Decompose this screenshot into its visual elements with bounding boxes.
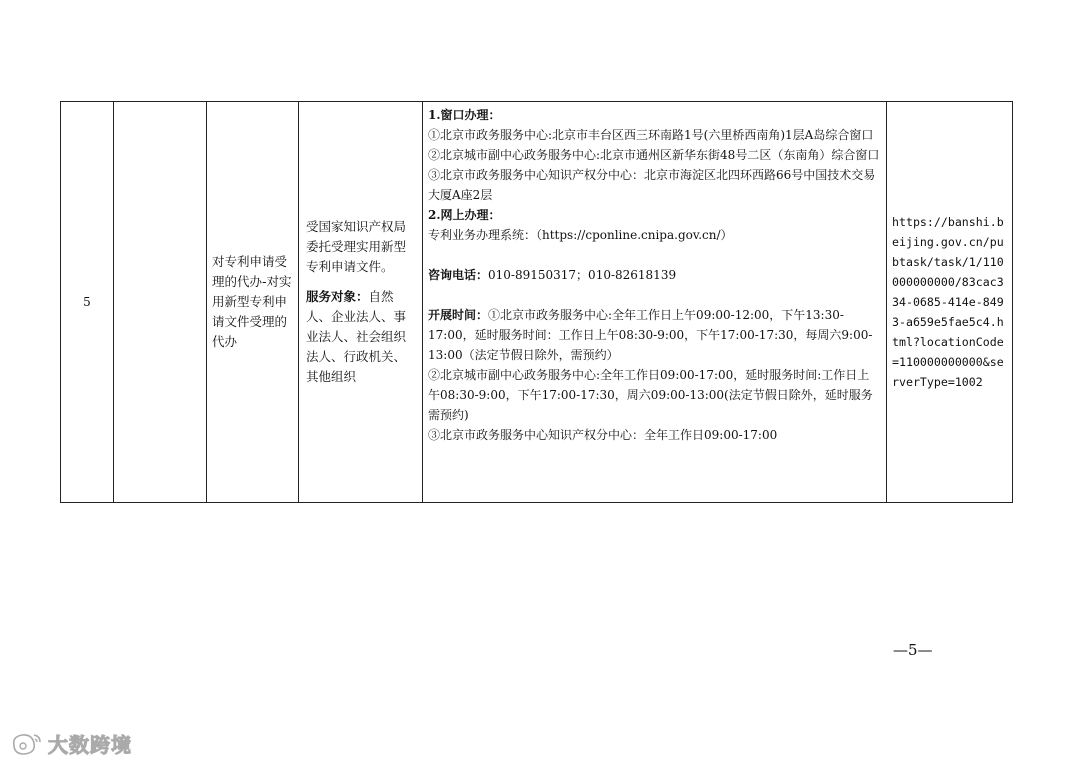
scope-cell bbox=[298, 102, 422, 502]
hours-3: ③北京市政务服务中心知识产权分中心：全年工作日09:00-17:00 bbox=[428, 428, 778, 442]
window-heading: 1.窗口办理： bbox=[428, 108, 501, 122]
watermark-text: 大数跨境 bbox=[48, 733, 132, 757]
service-text: 自然人、企业法人、事业法人、社会组织法人、行政机关、其他组织 bbox=[306, 289, 407, 384]
phone-line bbox=[428, 265, 880, 285]
phone-label: 咨询电话： bbox=[428, 268, 489, 282]
online-heading: 2.网上办理： bbox=[428, 208, 501, 222]
hours-label: 开展时间： bbox=[428, 308, 489, 322]
service-label: 服务对象： bbox=[306, 289, 369, 304]
service-target bbox=[306, 287, 418, 387]
row-number: 5 bbox=[83, 295, 91, 309]
url-cell bbox=[886, 102, 1014, 502]
item-name-cell bbox=[206, 102, 298, 502]
item-name: 对专利申请受理的代办-对实用新型专利申请文件受理的代办 bbox=[212, 254, 292, 349]
window-location-1: ①北京市政务服务中心:北京市丰台区西三环南路1号(六里桥西南角)1层A岛综合窗口 bbox=[428, 128, 874, 142]
hours-2: ②北京城市副中心政务服务中心:全年工作日09:00-17:00，延时服务时间:工作日上午08:30-9:00，下午17:00-17:30，周六09:00-13:00(法定节假日除外，延时服务需预约) bbox=[428, 368, 873, 422]
scope-text: 受国家知识产权局委托受理实用新型专利申请文件。 bbox=[306, 219, 407, 274]
weibo-logo-icon bbox=[10, 731, 44, 757]
hours-line-1 bbox=[428, 305, 880, 365]
details-cell bbox=[422, 102, 886, 502]
window-location-2: ②北京城市副中心政务服务中心:北京市通州区新华东街48号二区（东南角）综合窗口 bbox=[428, 148, 880, 162]
column-divider bbox=[113, 102, 114, 502]
phone-text: 010-89150317；010-82618139 bbox=[488, 268, 677, 282]
online-text: 专利业务办理系统：（https://cponline.cnipa.gov.cn/） bbox=[428, 228, 733, 242]
service-url: https://banshi.beijing.gov.cn/pubtask/task/1/110000000000/83cac334-0685-414e-8493-a659e5fae5c4.html?locationCode=110000000000&serverType=1002 bbox=[892, 215, 1004, 389]
window-location-3: ③北京市政务服务中心知识产权分中心：北京市海淀区北四环西路66号中国技术交易大厦A座2层 bbox=[428, 168, 876, 202]
page-number: —5— bbox=[893, 641, 933, 659]
hours-1: ①北京市政务服务中心:全年工作日上午09:00-12:00，下午13:30-17:00，延时服务时间：工作日上午08:30-9:00，下午17:00-17:30，每周六9:00-13:00（法定节假日除外，需预约） bbox=[428, 308, 873, 362]
service-table bbox=[60, 101, 1013, 503]
watermark bbox=[10, 729, 132, 758]
